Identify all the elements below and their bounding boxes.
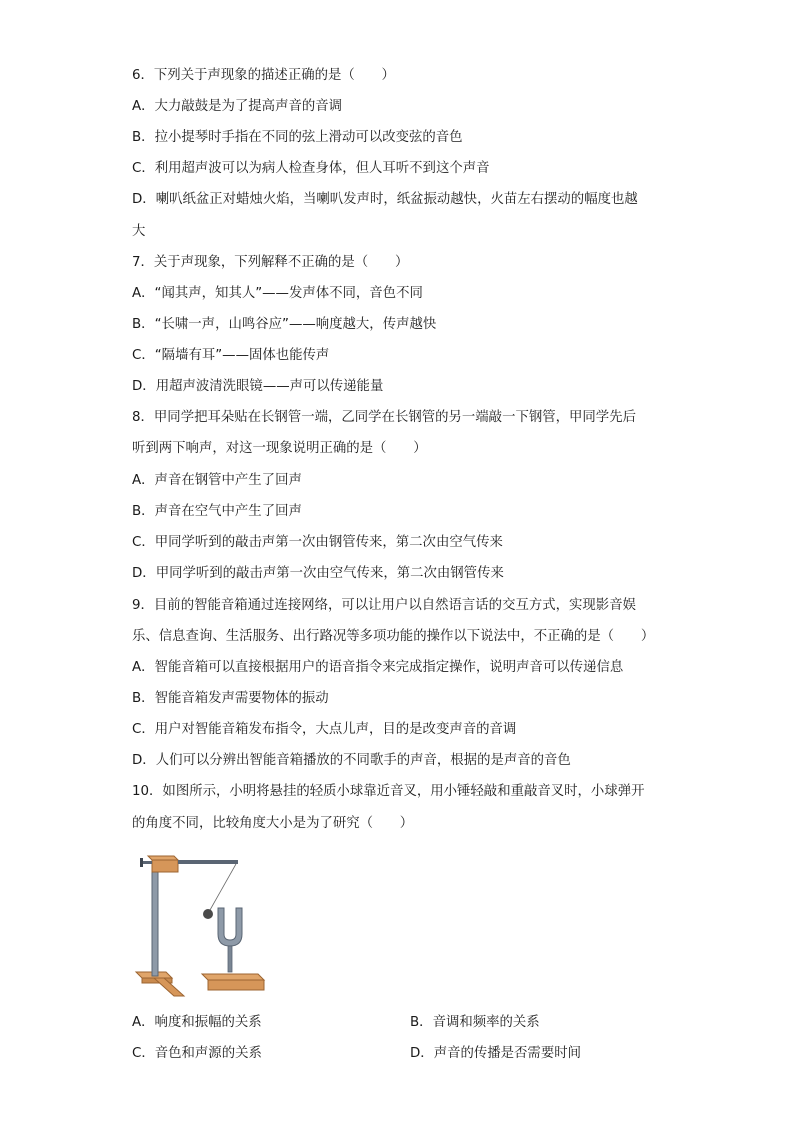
- question-7-stem: 7．关于声现象，下列解释不正确的是（ ）: [132, 255, 409, 270]
- clamp-screw: [142, 861, 152, 864]
- question-8-option-c: C．甲同学听到的敲击声第一次由钢管传来，第二次由空气传来: [132, 535, 503, 550]
- clamp-top: [148, 856, 178, 860]
- question-6-option-d-cont: 大: [132, 224, 146, 239]
- question-6-option-b: B．拉小提琴时手指在不同的弦上滑动可以改变弦的音色: [132, 130, 463, 145]
- fork-base-top: [202, 974, 264, 980]
- question-9-option-d: D．人们可以分辨出智能音箱播放的不同歌手的声音，根据的是声音的音色: [132, 753, 571, 768]
- question-6-option-d: D．喇叭纸盆正对蜡烛火焰，当喇叭发声时，纸盆振动越快，火苗左右摆动的幅度也越: [132, 192, 638, 207]
- question-6-option-a: A．大力敲鼓是为了提高声音的音调: [132, 99, 343, 114]
- question-10-option-a: A．响度和振幅的关系: [132, 1015, 262, 1030]
- question-9-stem: 9．目前的智能音箱通过连接网络，可以让用户以自然语言话的交互方式，实现影音娱: [132, 598, 636, 613]
- question-8-option-b: B．声音在空气中产生了回声: [132, 504, 302, 519]
- question-7-option-a: A．“闻其声，知其人”——发声体不同，音色不同: [132, 286, 423, 301]
- question-8-stem-cont: 听到两下响声，对这一现象说明正确的是（ ）: [132, 441, 427, 456]
- clamp-screw-head: [140, 858, 143, 867]
- question-10-option-b: B．音调和频率的关系: [410, 1015, 540, 1030]
- question-6-option-c: C．利用超声波可以为病人检查身体，但人耳听不到这个声音: [132, 161, 490, 176]
- question-10-stem-cont: 的角度不同，比较角度大小是为了研究（ ）: [132, 816, 414, 831]
- question-10-option-c: C．音色和声源的关系: [132, 1046, 262, 1061]
- tuning-fork-stem: [228, 946, 232, 972]
- tuning-fork-pendulum-apparatus-icon: [132, 846, 272, 1002]
- question-10-option-d: D．声音的传播是否需要时间: [410, 1046, 581, 1061]
- question-7-option-d: D．用超声波清洗眼镜——声可以传递能量: [132, 379, 384, 394]
- stand-rod: [152, 856, 158, 976]
- question-9-option-c: C．用户对智能音箱发布指令，大点儿声，目的是改变声音的音调: [132, 722, 517, 737]
- question-9-option-b: B．智能音箱发声需要物体的振动: [132, 691, 329, 706]
- pendulum-string: [210, 864, 236, 910]
- question-8-option-d: D．甲同学听到的敲击声第一次由空气传来，第二次由钢管传来: [132, 566, 504, 581]
- pendulum-ball: [203, 909, 213, 919]
- horizontal-arm: [178, 860, 238, 864]
- tuning-fork-prongs: [218, 908, 242, 946]
- question-8-option-a: A．声音在钢管中产生了回声: [132, 473, 302, 488]
- question-9-stem-cont: 乐、信息查询、生活服务、出行路况等多项功能的操作以下说法中，不正确的是（ ）: [132, 629, 655, 644]
- fork-base-front: [208, 980, 264, 990]
- question-7-option-c: C．“隔墙有耳”——固体也能传声: [132, 348, 330, 363]
- clamp-front: [152, 860, 178, 872]
- question-9-option-a: A．智能音箱可以直接根据用户的语音指令来完成指定操作，说明声音可以传递信息: [132, 660, 624, 675]
- question-10-stem: 10．如图所示，小明将悬挂的轻质小球靠近音叉，用小锤轻敲和重敲音叉时，小球弹开: [132, 784, 645, 799]
- question-8-stem: 8．甲同学把耳朵贴在长钢管一端，乙同学在长钢管的另一端敲一下钢管，甲同学先后: [132, 410, 636, 425]
- question-6-stem: 6．下列关于声现象的描述正确的是（ ）: [132, 68, 395, 83]
- question-7-option-b: B．“长啸一声，山鸣谷应”——响度越大，传声越快: [132, 317, 437, 332]
